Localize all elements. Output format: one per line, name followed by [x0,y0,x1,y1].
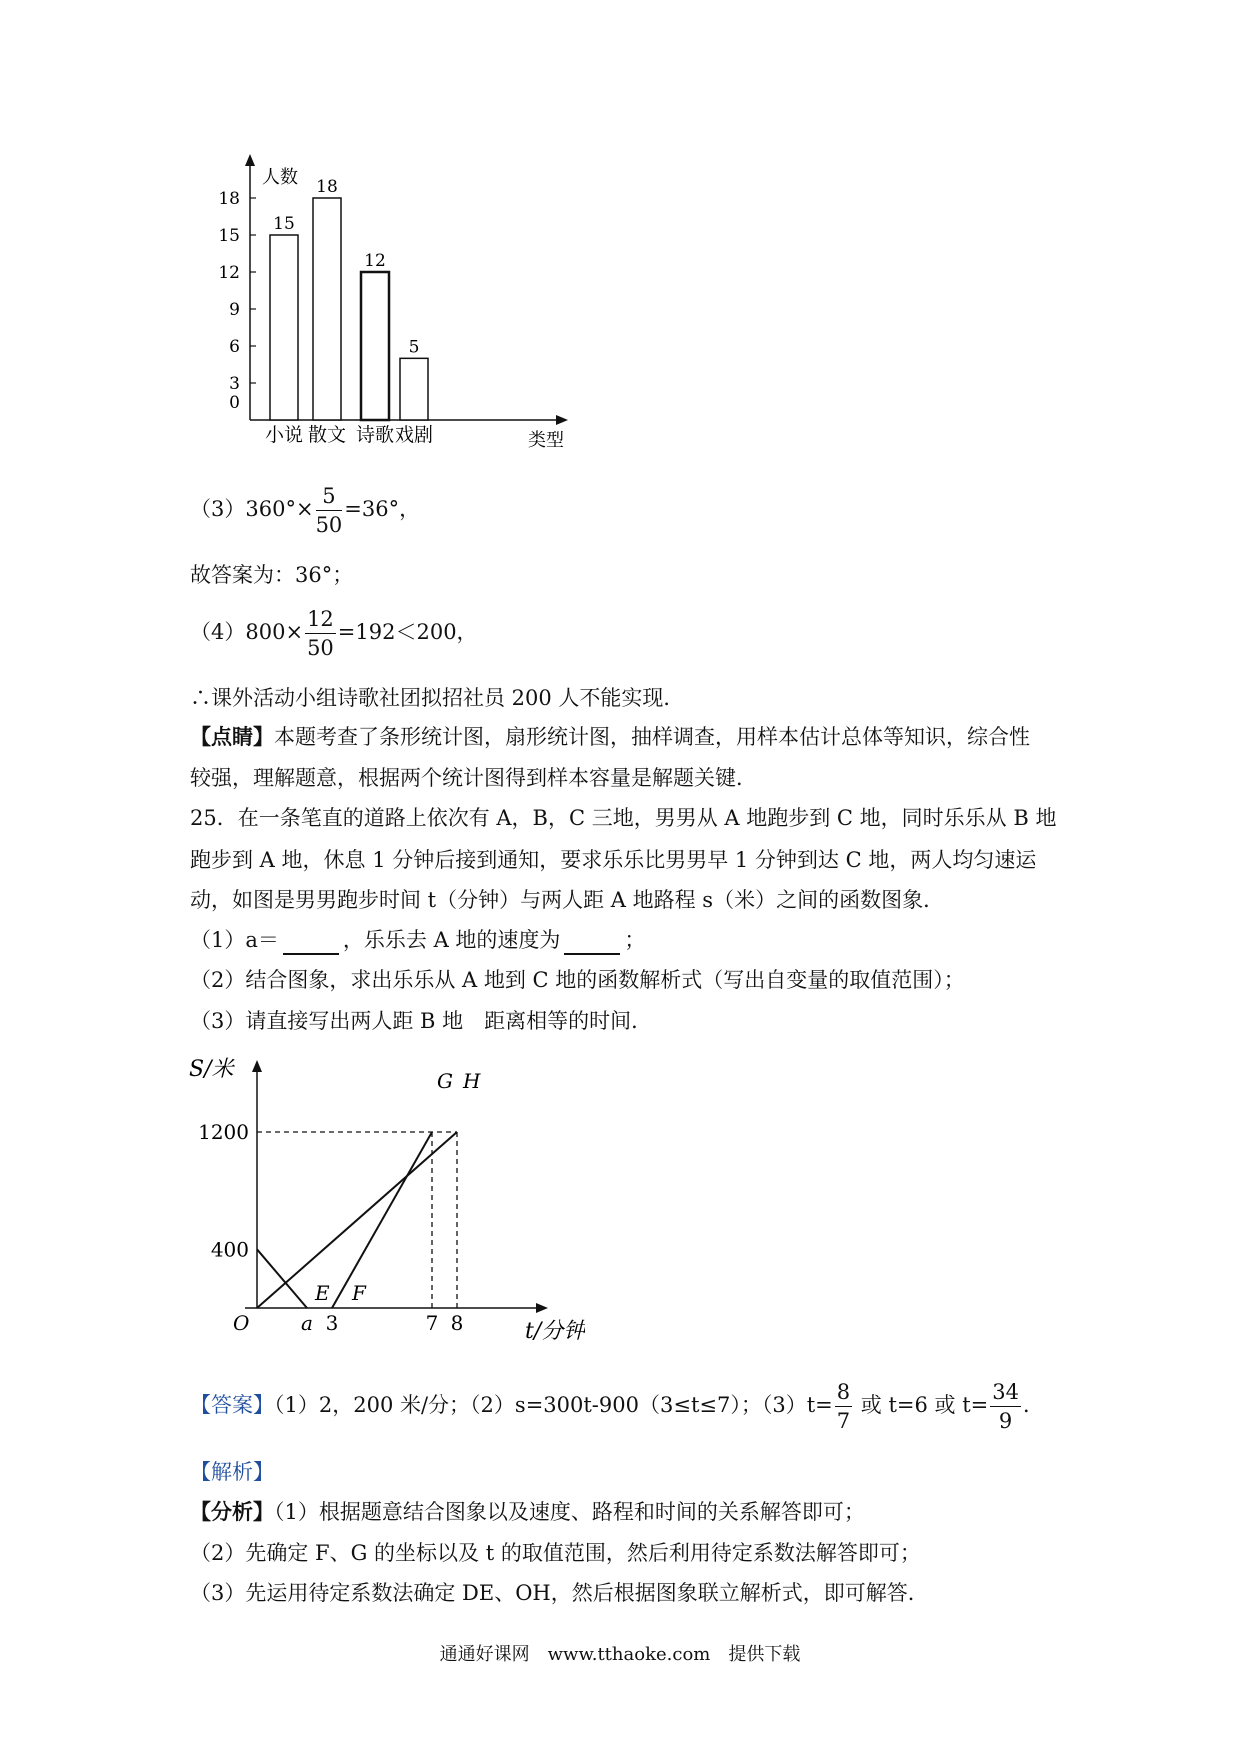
answer-line [190,1378,1044,1435]
graph-x-tick-label: 7 [425,1311,439,1335]
y-axis-arrow [245,154,255,166]
answer-fraction-2 [990,1378,1021,1435]
therefore-line: ∴课外活动小组诗歌社团拟招社员 200 人不能实现． [190,686,685,710]
comment-tag: 【点睛】 [190,724,274,749]
answer-text-1: （1）2，200 米/分；（2）s=300t-900（3≤t≤7）；（3）t= [274,1393,833,1417]
analysis-line-2: （2）先确定 F、G 的坐标以及 t 的取值范围，然后利用待定系数法解答即可； [190,1541,921,1565]
x-category-label: 小说 [264,424,304,446]
x-category-label: 散文 [307,424,347,446]
bar-data-label: 15 [273,214,295,234]
graph-origin-label: O [233,1311,250,1335]
x-category-label: 戏剧 [394,424,434,446]
q1-blank-b [564,931,620,955]
point-e-label: E [315,1281,330,1305]
page-footer: 通通好课网 www.tthaoke.com 提供下载 [439,1644,801,1665]
q1-part-a: （1）a＝ [190,928,279,952]
function-graph [185,1050,585,1345]
y-tick-label: 18 [218,189,240,209]
q1-blank-a [283,931,339,955]
answer-f2-numerator: 34 [990,1378,1021,1407]
analysis-text-1: （1）根据题意结合图象以及速度、路程和时间的关系解答即可； [274,1500,865,1524]
point-f-label: F [352,1281,366,1305]
part4-label: （4） [190,620,246,644]
part3-label: （3） [190,497,246,521]
q1-part-c: ； [624,928,646,952]
graph-x-tick-label: a [301,1311,313,1335]
comment-text-1: 本题考查了条形统计图，扇形统计图，抽样调查，用样本估计总体等知识，综合性 [274,725,1030,749]
analysis-line-1 [190,1497,865,1527]
answer-f2-denominator: 9 [998,1409,1013,1433]
graph-x-axis-label: t/分钟 [525,1319,585,1344]
problem25-line-3: 动，如图是男男跑步时间 t（分钟）与两人距 A 地路程 s（米）之间的函数图象． [190,888,945,912]
analysis-tag: 【分析】 [190,1499,274,1524]
problem25-line-2: 跑步到 A 地，休息 1 分钟后接到通知，要求乐乐比男男早 1 分钟到达 C 地，两人均匀速运 [190,848,1037,872]
graph-x-tick-label: 8 [450,1311,464,1335]
x-axis-arrow [556,415,568,425]
part3-line [190,482,420,539]
bar-data-label: 12 [364,251,386,271]
part3-numerator: 5 [316,482,343,511]
bar-data-label: 18 [316,177,338,197]
y-tick-label: 15 [218,226,240,246]
question2-line: （2）结合图象，求出乐乐从 A 地到 C 地的函数解析式（写出自变量的取值范围）； [190,968,965,992]
answer3-line: 故答案为：36°； [190,563,354,587]
bar [270,235,298,420]
part4-line [190,605,478,662]
part4-fraction [305,605,336,662]
graph-y-axis-arrow [252,1060,262,1072]
comment-line-2: 较强，理解题意，根据两个统计图得到样本容量是解题关键． [190,766,757,790]
q1-part-b: ，乐乐去 A 地的速度为 [342,928,561,952]
part4-expr-a: 800× [245,620,304,644]
part3-expr-a: 360°× [245,497,314,521]
y-tick-label: 6 [229,337,240,357]
comment-line-1 [190,722,1030,752]
graph-series-line [332,1132,432,1308]
answer-text-2: 或 t=6 或 t= [854,1393,989,1417]
y-tick-label: 9 [229,300,240,320]
problem25-line-1: 25．在一条笔直的道路上依次有 A，B，C 三地，男男从 A 地跑步到 C 地，同时乐乐从 B 地 [190,806,1057,830]
answer-f1-numerator: 8 [835,1378,852,1407]
question1-line [190,925,645,955]
part4-denominator: 50 [307,636,334,660]
answer-f1-denominator: 7 [836,1409,851,1433]
question3-line: （3）请直接写出两人距 B 地 距离相等的时间． [190,1009,653,1033]
graph-y-axis-label: S/米 [189,1057,234,1082]
answer-text-end: ． [1022,1393,1044,1417]
analysis-tag-line: 【解析】 [190,1460,274,1484]
graph-y-tick-label: 400 [210,1237,249,1262]
bar [313,198,341,420]
part3-denominator: 50 [315,513,343,537]
graph-x-tick-label: 3 [325,1311,339,1335]
x-axis-label: 类型 [528,430,564,451]
part4-expr-b: =192＜200， [337,620,478,644]
graph-x-axis-arrow [536,1303,548,1313]
bar [361,272,389,420]
graph-y-tick-label: 1200 [198,1120,249,1144]
part3-fraction [316,482,343,539]
point-h-label: H [463,1069,481,1093]
answer-fraction-1 [835,1378,852,1435]
y-tick-label: 3 [229,374,240,394]
point-g-label: G [437,1069,453,1093]
part4-numerator: 12 [305,605,336,634]
graph-series-line [257,1249,307,1308]
bar [400,358,428,420]
x-category-label: 诗歌 [355,424,395,446]
y-tick-label: 12 [218,263,240,283]
part3-expr-b: =36°， [344,497,421,521]
analysis-line-3: （3）先运用待定系数法确定 DE、OH，然后根据图象联立解析式，即可解答． [190,1581,929,1605]
answer-tag: 【答案】 [190,1393,274,1417]
y-tick-label: 0 [229,393,240,413]
y-axis-label: 人数 [262,167,298,188]
bar-data-label: 5 [408,337,420,358]
bar-chart [210,150,590,455]
